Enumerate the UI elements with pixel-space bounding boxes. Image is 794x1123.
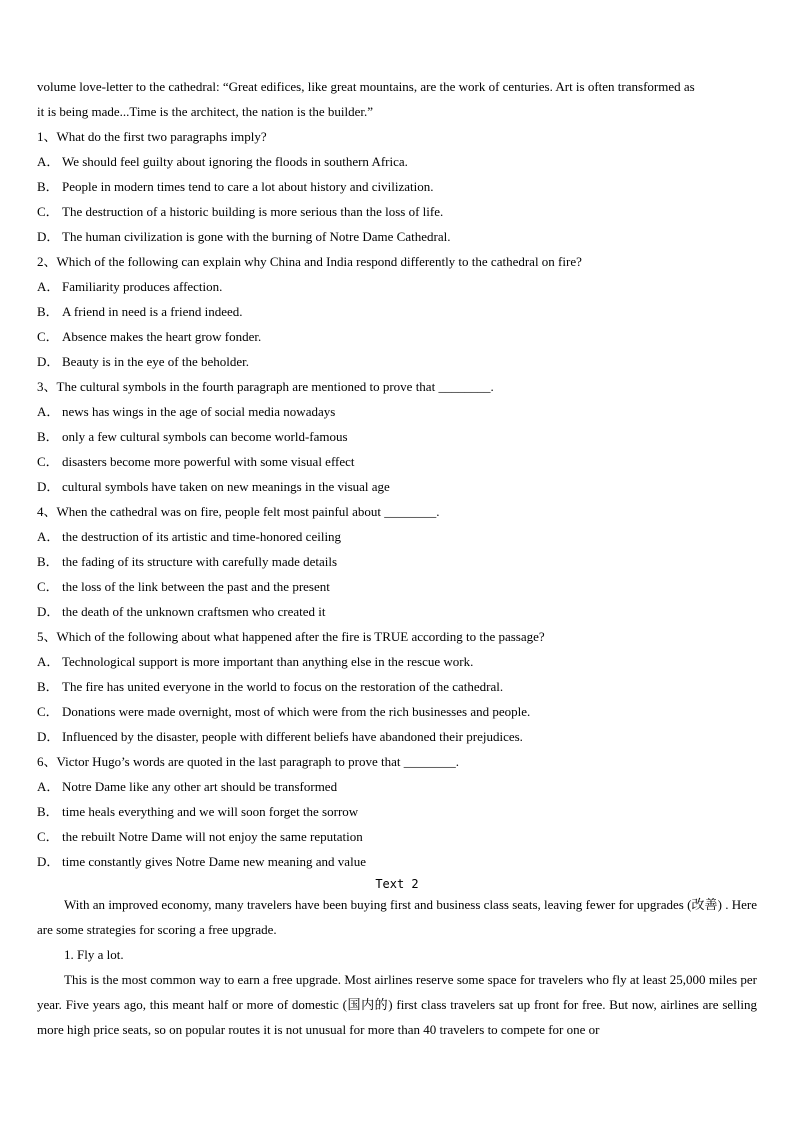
option-text: The fire has united everyone in the world to focus on the restoration of the cathedral. [62, 679, 504, 694]
option-c [37, 449, 757, 474]
option-c [37, 824, 757, 849]
option-letter: C． [37, 829, 59, 844]
option-text: time heals everything and we will soon forget the sorrow [62, 804, 359, 819]
intro-line-1: volume love-letter to the cathedral: “Great edifices, like great mountains, are the work of centuries. Art is often transformed as [37, 79, 695, 94]
option-letter: A． [37, 779, 60, 794]
option-text: the rebuilt Notre Dame will not enjoy the same reputation [62, 829, 363, 844]
option-c [37, 574, 757, 599]
option-letter: B． [37, 304, 59, 319]
question-4 [37, 499, 757, 624]
option-text: People in modern times tend to care a lot about history and civilization. [62, 179, 434, 194]
option-letter: A． [37, 404, 60, 419]
option-letter: A． [37, 529, 60, 544]
option-b [37, 549, 757, 574]
option-text: news has wings in the age of social media nowadays [62, 404, 336, 419]
option-text: We should feel guilty about ignoring the floods in southern Africa. [62, 154, 408, 169]
option-letter: C． [37, 329, 59, 344]
option-d [37, 224, 757, 249]
option-text: Familiarity produces affection. [62, 279, 223, 294]
option-text: the destruction of its artistic and time-honored ceiling [62, 529, 342, 544]
option-b [37, 299, 757, 324]
option-letter: D． [37, 604, 60, 619]
option-text: Beauty is in the eye of the beholder. [62, 354, 250, 369]
option-a [37, 774, 757, 799]
option-letter: A． [37, 279, 60, 294]
option-letter: A． [37, 654, 60, 669]
option-letter: B． [37, 429, 59, 444]
question-stem: 4、When the cathedral was on fire, people felt most painful about ________. [37, 504, 440, 519]
option-a [37, 649, 757, 674]
option-text: time constantly gives Notre Dame new meaning and value [62, 854, 366, 869]
option-c [37, 324, 757, 349]
option-b [37, 799, 757, 824]
option-letter: C． [37, 579, 59, 594]
option-text: only a few cultural symbols can become world-famous [62, 429, 348, 444]
intro-line-2: it is being made...Time is the architect, the nation is the builder.” [37, 104, 374, 119]
option-b [37, 674, 757, 699]
option-text: Absence makes the heart grow fonder. [62, 329, 262, 344]
option-text: Donations were made overnight, most of which were from the rich businesses and people. [62, 704, 531, 719]
text-2-subheading: 1. Fly a lot. [64, 947, 124, 962]
option-letter: B． [37, 804, 59, 819]
option-letter: B． [37, 179, 59, 194]
question-list [37, 124, 757, 874]
option-letter: B． [37, 554, 59, 569]
option-a [37, 399, 757, 424]
document-page [37, 74, 757, 1042]
intro-paragraph [37, 74, 757, 124]
option-letter: D． [37, 854, 60, 869]
option-letter: D． [37, 354, 60, 369]
question-stem: 5、Which of the following about what happened after the fire is TRUE according to the passage? [37, 629, 545, 644]
option-text: Notre Dame like any other art should be transformed [62, 779, 338, 794]
option-c [37, 199, 757, 224]
option-d [37, 599, 757, 624]
text-2-paragraph-2: This is the most common way to earn a free upgrade. Most airlines reserve some space for travelers who fly at least 25,000 miles per year. Five years ago, this meant half or more of domestic (国内的) first class travelers sat up front for free. But now, airlines are selling more high price seats, so on popular routes it is not unusual for more than 40 travelers to compete for one or [37, 972, 757, 1037]
option-text: cultural symbols have taken on new meanings in the visual age [62, 479, 390, 494]
option-a [37, 274, 757, 299]
option-letter: D． [37, 729, 60, 744]
option-letter: C． [37, 454, 59, 469]
question-1 [37, 124, 757, 249]
option-b [37, 424, 757, 449]
section-heading: Text 2 [375, 877, 419, 891]
text-2-section [37, 876, 757, 1042]
option-d [37, 849, 757, 874]
question-5 [37, 624, 757, 749]
option-text: the loss of the link between the past and the present [62, 579, 330, 594]
option-text: A friend in need is a friend indeed. [62, 304, 243, 319]
option-letter: D． [37, 229, 60, 244]
option-text: The human civilization is gone with the burning of Notre Dame Cathedral. [62, 229, 451, 244]
option-letter: C． [37, 204, 59, 219]
text-2-paragraph-1: With an improved economy, many travelers have been buying first and business class seats, leaving fewer for upgrades (改善) . Here are some strategies for scoring a free upgrade. [37, 897, 757, 937]
question-6 [37, 749, 757, 874]
option-text: the death of the unknown craftsmen who created it [62, 604, 326, 619]
option-text: Technological support is more important than anything else in the rescue work. [62, 654, 474, 669]
option-letter: A． [37, 154, 60, 169]
option-a [37, 524, 757, 549]
option-text: the fading of its structure with carefully made details [62, 554, 338, 569]
option-d [37, 474, 757, 499]
option-text: disasters become more powerful with some visual effect [62, 454, 355, 469]
option-letter: D． [37, 479, 60, 494]
option-b [37, 174, 757, 199]
question-3 [37, 374, 757, 499]
option-text: Influenced by the disaster, people with different beliefs have abandoned their prejudices. [62, 729, 523, 744]
question-stem: 2、Which of the following can explain why China and India respond differently to the cathedral on fire? [37, 254, 582, 269]
question-2 [37, 249, 757, 374]
option-a [37, 149, 757, 174]
option-d [37, 349, 757, 374]
question-stem: 6、Victor Hugo’s words are quoted in the last paragraph to prove that ________. [37, 754, 459, 769]
option-text: The destruction of a historic building is more serious than the loss of life. [62, 204, 444, 219]
option-letter: B． [37, 679, 59, 694]
question-stem: 1、What do the first two paragraphs imply? [37, 129, 267, 144]
option-c [37, 699, 757, 724]
option-letter: C． [37, 704, 59, 719]
question-stem: 3、The cultural symbols in the fourth paragraph are mentioned to prove that ________. [37, 379, 494, 394]
option-d [37, 724, 757, 749]
